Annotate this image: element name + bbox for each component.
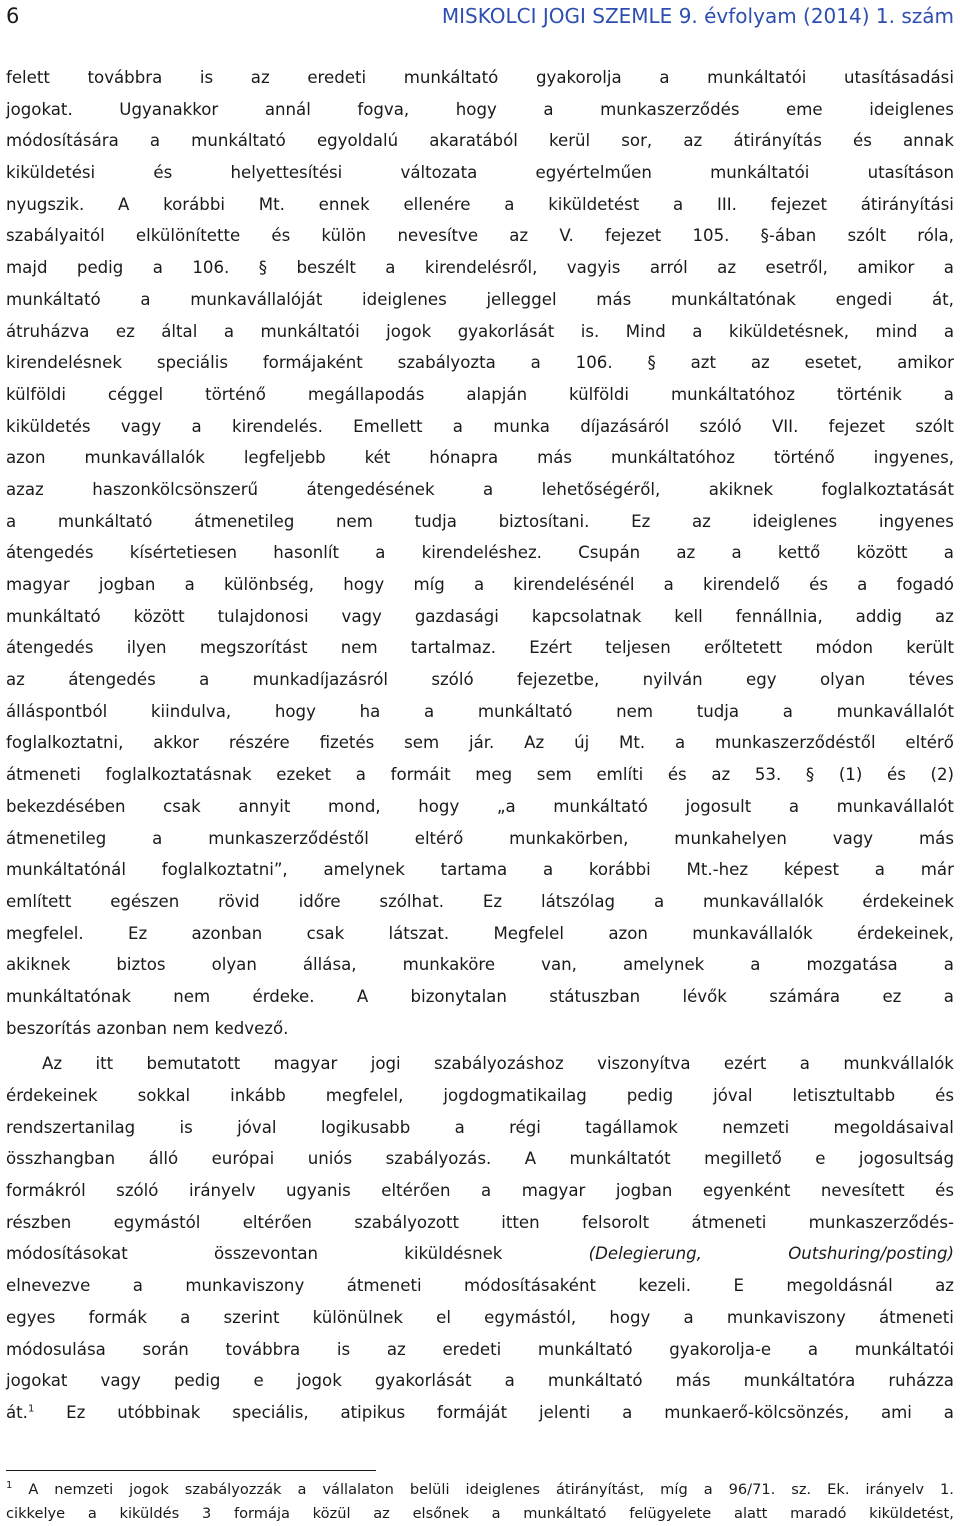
text-line: módosításokat összevontan kiküldésnek (Delegierung, Outshuring/posting) (6, 1244, 954, 1264)
text-line: elnevezve a munkaviszony átmeneti módosításaként kezeli. E megoldásnál az (6, 1276, 954, 1296)
text-line: munkáltató között tulajdonosi vagy gazdasági kapcsolatnak kell fennállnia, addig az (6, 606, 954, 626)
text-line: formákról szóló irányelv ugyanis eltérően a magyar jogban egyenként nevesített és (6, 1181, 954, 1201)
text-line: magyar jogban a különbség, hogy míg a kirendelésénél a kirendelő és a fogadó (6, 575, 954, 594)
text-line: érdekeinek sokkal inkább megfelel, jogdogmatikailag pedig jóval letisztultabb és (6, 1086, 954, 1105)
footnote-number: 1 (6, 1480, 13, 1492)
text-line: megfelel. Ez azonban csak látszat. Megfelel azon munkavállalók érdekeinek, (6, 923, 954, 943)
text-line: átruházva ez által a munkáltatói jogok gyakorlását is. Mind a kiküldetésnek, mind a (6, 321, 954, 341)
footnote-reference[interactable]: 1 (27, 1403, 35, 1415)
body-text (6, 62, 954, 1429)
text-line: egyes formák a szerint különülnek el egymástól, hogy a munkaviszony átmeneti (6, 1307, 954, 1327)
text-line: Az itt bemutatott magyar jogi szabályozáshoz viszonyítva ezért a munkvállalók (42, 1054, 954, 1074)
text-line: munkáltatónál foglalkoztatni”, amelynek tartama a korábbi Mt.-hez képest a már (6, 860, 954, 880)
text-line: munkáltató a munkavállalóját ideiglenes jelleggel más munkáltatónak engedi át, (6, 289, 954, 309)
text-line: átmeneti foglalkoztatásnak ezeket a formáit meg sem említi és az 53. § (1) és (2) (6, 765, 954, 785)
text-line: álláspontból kiindulva, hogy ha a munkáltató nem tudja a munkavállalót (6, 701, 954, 721)
text-line: majd pedig a 106. § beszélt a kirendelésről, vagyis arról az esetről, amikor a (6, 258, 954, 278)
text-line: külföldi céggel történő megállapodás alapján külföldi munkáltatóhoz történik a (6, 384, 954, 404)
text-line: kirendelésnek speciális formájaként szabályozta a 106. § azt az esetet, amikor (6, 353, 954, 373)
issue-info: 9. évfolyam (2014) 1. szám (678, 4, 954, 28)
text-line: azaz haszonkölcsönszerű átengedésének a lehetőségéről, akiknek foglalkoztatását (6, 479, 954, 499)
text-line: rendszertanilag is jóval logikusabb a régi tagállamok nemzeti megoldásaival (6, 1117, 954, 1137)
page-header (6, 2, 954, 38)
text-line: módosítására a munkáltató egyoldalú akaratából kerül sor, az átirányítás és annak (6, 131, 954, 151)
text-line: a munkáltató átmenetileg nem tudja biztosítani. Ez az ideiglenes ingyenes (6, 511, 954, 531)
running-head (442, 2, 954, 30)
text-line: részben egymástól eltérően szabályozott itten felsorolt átmeneti munkaszerződés- (6, 1212, 954, 1232)
text-line: kiküldetés vagy a kirendelés. Emellett a munka díjazásáról szóló VII. fejezet szólt (6, 416, 954, 436)
text-line: szabályaitól elkülönítette és külön nevesítve az V. fejezet 105. §-ában szólt róla, (6, 226, 954, 246)
text-line: beszorítás azonban nem kedvező. (6, 1018, 289, 1038)
text-line: átengedés kísértetiesen hasonlít a kirendeléshez. Csupán az a kettő között a (6, 543, 954, 563)
text-line: az átengedés a munkadíjazásról szóló fejezetbe, nyilván egy olyan téves (6, 670, 954, 690)
text-line: át.$^1$ Ez utóbbinak speciális, atipikus formáját jelenti a munkaerő-kölcsönzés, ami a (6, 1402, 954, 1422)
text-line: összhangban álló európai uniós szabályozás. A munkáltatót megillető e jogosultság (6, 1149, 954, 1169)
text-line: jogokat. Ugyanakkor annál fogva, hogy a munkaszerződés eme ideiglenes (6, 99, 954, 119)
text-line: foglalkoztatni, akkor részére fizetés sem jár. Az új Mt. a munkaszerződéstől eltérő (6, 733, 954, 753)
footnote-line: $^1$ A nemzeti jogok szabályozzák a vállalaton belüli ideiglenes átirányítást, míg a 96/71. sz. Ek. irányelv 1. (6, 1480, 954, 1498)
paragraph (6, 62, 954, 1044)
text-line: azon munkavállalók legfeljebb két hónapra más munkáltatóhoz történő ingyenes, (6, 448, 954, 468)
text-line: munkáltatónak nem érdeke. A bizonytalan státuszban lévők számára ez a (6, 986, 954, 1006)
text-line: bekezdésében csak annyit mond, hogy „a munkáltató jogosult a munkavállalót (6, 796, 954, 816)
text-line: említett egészen rövid időre szólhat. Ez látszólag a munkavállalók érdekeinek (6, 891, 954, 911)
text-line: akiknek biztos olyan állása, munkaköre van, amelynek a mozgatása a (6, 955, 954, 975)
text-line: nyugszik. A korábbi Mt. ennek ellenére a kiküldetést a III. fejezet átirányítási (6, 194, 954, 214)
page-number: 6 (6, 4, 20, 28)
paragraph (6, 1048, 954, 1428)
text-line: átmenetileg a munkaszerződéstől eltérő munkakörben, munkahelyen vagy más (6, 828, 954, 848)
journal-title: MISKOLCI JOGI SZEMLE (441, 4, 673, 28)
footnote-line: cikkelye a kiküldés 3 formája közül az elsőnek a munkáltató felügyelete alatt maradó kiküldetést, (6, 1505, 954, 1522)
footnote-divider (6, 1470, 376, 1471)
footnote (6, 1478, 954, 1526)
text-line: jogokat vagy pedig e jogok gyakorlását a munkáltató más munkáltatóra ruházza (6, 1371, 954, 1391)
text-line: módosulása során továbbra is az eredeti munkáltató gyakorolja-e a munkáltatói (6, 1339, 954, 1359)
text-line: átengedés ilyen megszorítást nem tartalmaz. Ezért teljesen erőltetett módon került (6, 638, 954, 658)
text-line: kiküldetési és helyettesítési változata egyértelműen munkáltatói utasításon (6, 163, 954, 183)
text-line: felett továbbra is az eredeti munkáltató gyakorolja a munkáltatói utasításadási (6, 68, 954, 87)
